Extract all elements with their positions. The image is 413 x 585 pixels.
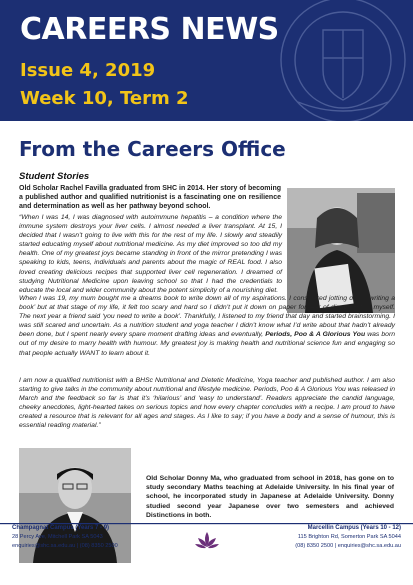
story1-book-title: Periods, Poo & A Glorious You <box>265 331 366 339</box>
story1-quote-2-b: was born out of my desire to marry health with humour. My greatest joy is making health and nutritional science fun and engaging so that people actually WANT to learn about it. <box>19 331 396 357</box>
footer-right <box>295 524 401 550</box>
lotus-icon <box>194 530 220 552</box>
issue-number: Issue 4, 2019 <box>20 60 156 81</box>
footer-right-address: 115 Brighton Rd, Somerton Park SA 5044 <box>297 533 401 540</box>
footer-right-campus: Marcellin Campus (Years 10 - 12) <box>307 525 401 531</box>
story1-quote-1: “When I was 14, I was diagnosed with autoimmune hepatitis – a condition where the immune system destroys your liver cells. I almost needed a liver transplant. At 15, I decided that I wasn’t going to live with this for the rest of my life. I slowly and steadily started educating myself about nutritional medicine. As my diet improved so too did my health. One of my greatest joys became standing in front of the mirror pretending I was speaking to kids, teens, individuals and parents about the magic of REAL food. I also loved creating delicious recipes that supported liver cell regeneration. I dreamed of studying Nutritional Medicine upon leaving school so that I had the credentials to educate the local and wider community about the potent simplicity of a nourishing diet. <box>19 214 282 294</box>
week-term: Week 10, Term 2 <box>20 88 189 109</box>
story1-quote-2 <box>19 294 395 358</box>
story1-intro <box>19 184 281 211</box>
newsletter-title: CAREERS NEWS <box>20 12 279 47</box>
footer-right-contact[interactable]: (08) 8350 2500 | enquiries@shc.sa.edu.au <box>295 542 401 549</box>
footer-left-address: 28 Percy Ave, Mitchell Park SA 5043 <box>12 533 103 540</box>
footer-left-campus: Champagnat Campus (Years 7 - 9) <box>12 525 110 531</box>
header-banner <box>0 0 413 121</box>
story2-text: Old Scholar Donny Ma, who graduated from school in 2018, has gone on to study secondary Maths teaching at Adelaide University. In his final year of school, he incorporated study in Japanese at Adelaide University. Donny studied second year Japanese over two semesters and achieved Distinctions in both. <box>146 475 394 519</box>
section-subtitle: Student Stories <box>19 171 90 182</box>
story1-intro-rest: graduated from SHC in 2014. Her story of becoming a published author and qualified nutritionist is a fascinating one on resilience and determination as well as her pathway beyond school. <box>19 185 282 211</box>
section-title: From the Careers Office <box>19 137 286 161</box>
story1-quote-3: I am now a qualified nutritionist with a BHSc Nutritional and Dietetic Medicine, Yoga teacher and published author. I am also starting to give talks in the community about nutritional and lifestyle medicine. Periods, Poo & A Glorious You was released in March and the feedback so far is that it’s ‘hilarious’ and ‘easy to understand’. Readers appreciate the candid language, cheeky anecdotes, light-hearted takes on serious topics and how every chapter concludes with a recipe. I am proud to have created a resource that is relevant for all ages and stages. As I like to say; if you have a body and a sense of humour, this is essential reading material.” <box>19 377 395 430</box>
story1-quote-2-a: When I was 19, my mum bought me a dreams book to write down all of my aspirations. I considered jotting down ‘writing a book’ but at that stage of my life, it felt too scary and hard so I didn’t put it down on paper for fear of disappointing myself. The next year a friend said ‘you need to write a book’. Thankfully, I listened to my friend that day and started brainstorming. I was still scared and uncertain. As a nutrition student and yoga teacher I didn’t know what I’d write about that hadn’t already been done, but I spent nearly every spare moment drafting ideas and eventually, <box>19 295 395 339</box>
school-crest-icon <box>268 0 413 121</box>
footer-left <box>12 524 118 550</box>
footer-left-contact[interactable]: enquiries@shc.sa.edu.au | (08) 8350 2500 <box>12 542 118 549</box>
story1-intro-name: Old Scholar Rachel Favilla <box>19 185 107 192</box>
